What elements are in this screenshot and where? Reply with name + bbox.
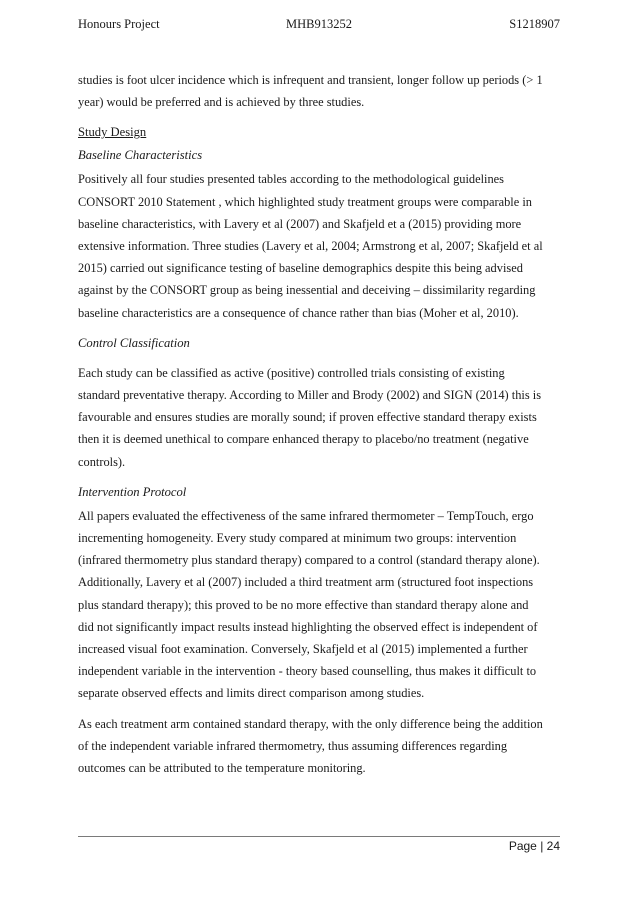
text-line: standard preventative therapy. According to Miller and Brody (2002) and SIGN (2014) this is: [78, 388, 542, 403]
text-line: separate observed effects and limits direct comparison among studies.: [78, 686, 425, 701]
text-line: CONSORT 2010 Statement , which highlighted study treatment groups were comparable in: [78, 194, 532, 209]
header-student-id: S1218907: [509, 17, 560, 31]
document-body: [78, 69, 560, 787]
baseline-paragraph: [78, 168, 560, 323]
text-line: studies is foot ulcer incidence which is infrequent and transient, longer follow up periods (> 1: [78, 73, 543, 87]
text-line: did not significantly impact results instead highlighting the observed effect is independent of: [78, 619, 538, 634]
text-line: outcomes can be attributed to the temperature monitoring.: [78, 761, 366, 776]
intervention-paragraph: [78, 505, 560, 705]
text-line: incrementing homogeneity. Every study compared at minimum two groups: intervention: [78, 531, 517, 546]
text-line: plus standard therapy); this proved to be no more effective than standard therapy alone and: [78, 597, 529, 612]
subheading-control-classification: Control Classification: [78, 335, 190, 350]
text-line: Positively all four studies presented tables according to the methodological guidelines: [78, 172, 505, 187]
text-line: As each treatment arm contained standard therapy, with the only difference being the addition: [78, 716, 543, 731]
text-line: 2015) carried out significance testing of baseline demographics despite this being advised: [78, 261, 523, 276]
text-line: Each study can be classified as active (positive) controlled trials consisting of existing: [78, 365, 505, 380]
intro-paragraph: [78, 69, 560, 113]
text-line: favourable and ensures studies are morally sound; if proven effective standard therapy exists: [78, 410, 537, 425]
text-line: baseline characteristics, with Lavery et al (2007) and Skafjeld et a (2015) providing more: [78, 216, 522, 231]
header-project-title: Honours Project: [78, 17, 160, 31]
text-line: against by the CONSORT group as being inessential and deceiving – dissimilarity regarding: [78, 283, 536, 298]
page-header: [78, 17, 560, 35]
text-line: All papers evaluated the effectiveness of the same infrared thermometer – TempTouch, ergo: [78, 508, 534, 523]
text-line: Additionally, Lavery et al (2007) included a third treatment arm (structured foot inspections: [78, 575, 534, 590]
text-line: controls).: [78, 454, 126, 469]
page-number: Page | 24: [508, 839, 560, 853]
text-line: (infrared thermometry plus standard therapy) compared to a control (standard therapy alone).: [78, 553, 540, 568]
text-line: baseline characteristics are a consequence of chance rather than bias (Moher et al, 2010).: [78, 305, 519, 320]
footer-divider: [78, 836, 560, 837]
text-line: year) would be preferred and is achieved by three studies.: [78, 95, 365, 110]
text-line: extensive information. Three studies (Lavery et al, 2004; Armstrong et al, 2007; Skafjeld et al: [78, 239, 543, 254]
subheading-baseline-characteristics: Baseline Characteristics: [78, 148, 203, 163]
subheading-intervention-protocol: Intervention Protocol: [78, 484, 187, 499]
text-line: of the independent variable infrared thermometry, thus assuming differences regarding: [78, 738, 508, 753]
section-heading-study-design: Study Design: [78, 125, 147, 140]
text-line: then it is deemed unethical to compare enhanced therapy to placebo/no treatment (negative: [78, 432, 529, 447]
text-line: independent variable in the intervention - theory based counselling, thus makes it difficult to: [78, 664, 537, 679]
header-module-code: MHB913252: [286, 17, 352, 31]
closing-paragraph: [78, 713, 560, 780]
control-paragraph: [78, 362, 560, 473]
text-line: increased visual foot examination. Conversely, Skafjeld et al (2015) implemented a further: [78, 642, 528, 657]
